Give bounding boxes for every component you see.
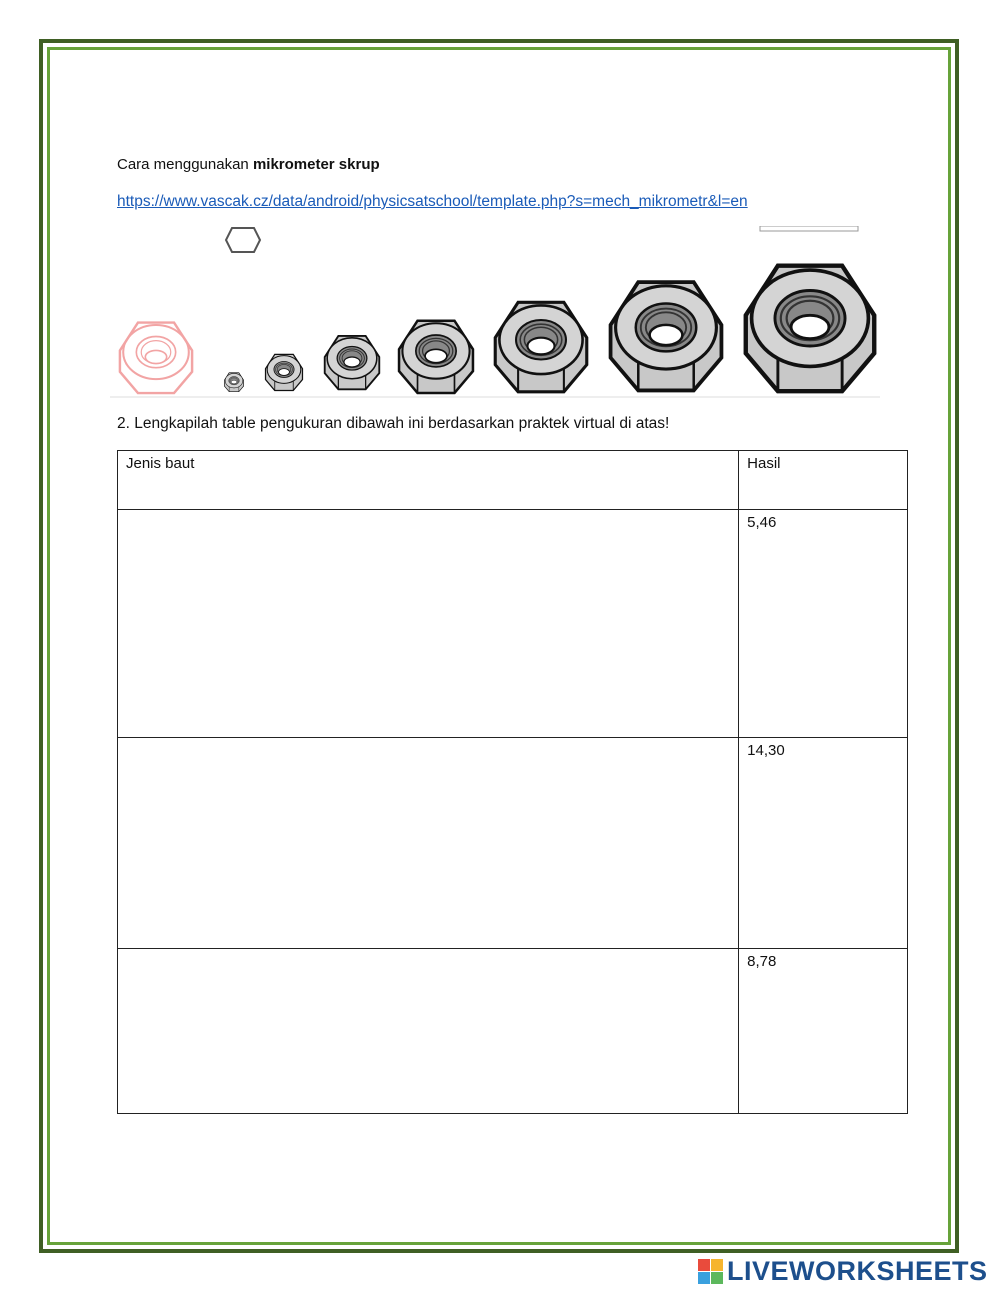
- simulation-link[interactable]: https://www.vascak.cz/data/android/physicsatschool/template.php?s=mech_mikrometr&l=en: [117, 193, 748, 210]
- nut-icon-7: [746, 266, 874, 392]
- nut-icon-6: [611, 282, 722, 390]
- table-header-row: [118, 451, 908, 510]
- hasil-cell: 5,46: [739, 510, 908, 738]
- nut-icon-4: [399, 321, 473, 393]
- header-jenis-baut: Jenis baut: [118, 451, 739, 510]
- nut-icon-2: [266, 354, 303, 390]
- jenis-baut-cell[interactable]: [118, 738, 739, 949]
- table-row: [118, 510, 908, 738]
- intro-text: [117, 156, 380, 174]
- table-row: [118, 738, 908, 949]
- nut-icon-1: [224, 373, 243, 392]
- logo-cubes-icon: [698, 1259, 723, 1284]
- intro-bold: mikrometer skrup: [252, 156, 380, 173]
- jenis-baut-cell[interactable]: [118, 510, 739, 738]
- nut-icon-3: [325, 336, 380, 389]
- table-row: [118, 949, 908, 1114]
- header-hasil: Hasil: [739, 451, 908, 510]
- nut-icon-5: [495, 302, 587, 391]
- hasil-cell: 8,78: [739, 949, 908, 1114]
- question-2: 2. Lengkapilah table pengukuran dibawah ini berdasarkan praktek virtual di atas!: [117, 415, 670, 432]
- nut-icon-selected: [120, 323, 192, 394]
- small-nut-icon-top: [226, 228, 260, 252]
- logo-text: LIVEWORKSHEETS: [727, 1256, 988, 1286]
- jenis-baut-cell[interactable]: [118, 949, 739, 1114]
- measurement-table: [117, 450, 908, 1114]
- hasil-cell: 14,30: [739, 738, 908, 949]
- hex-nuts-image: [110, 226, 890, 404]
- intro-prefix: Cara menggunakan: [117, 156, 253, 173]
- liveworksheets-logo: [698, 1256, 988, 1286]
- slider-widget: [760, 226, 858, 231]
